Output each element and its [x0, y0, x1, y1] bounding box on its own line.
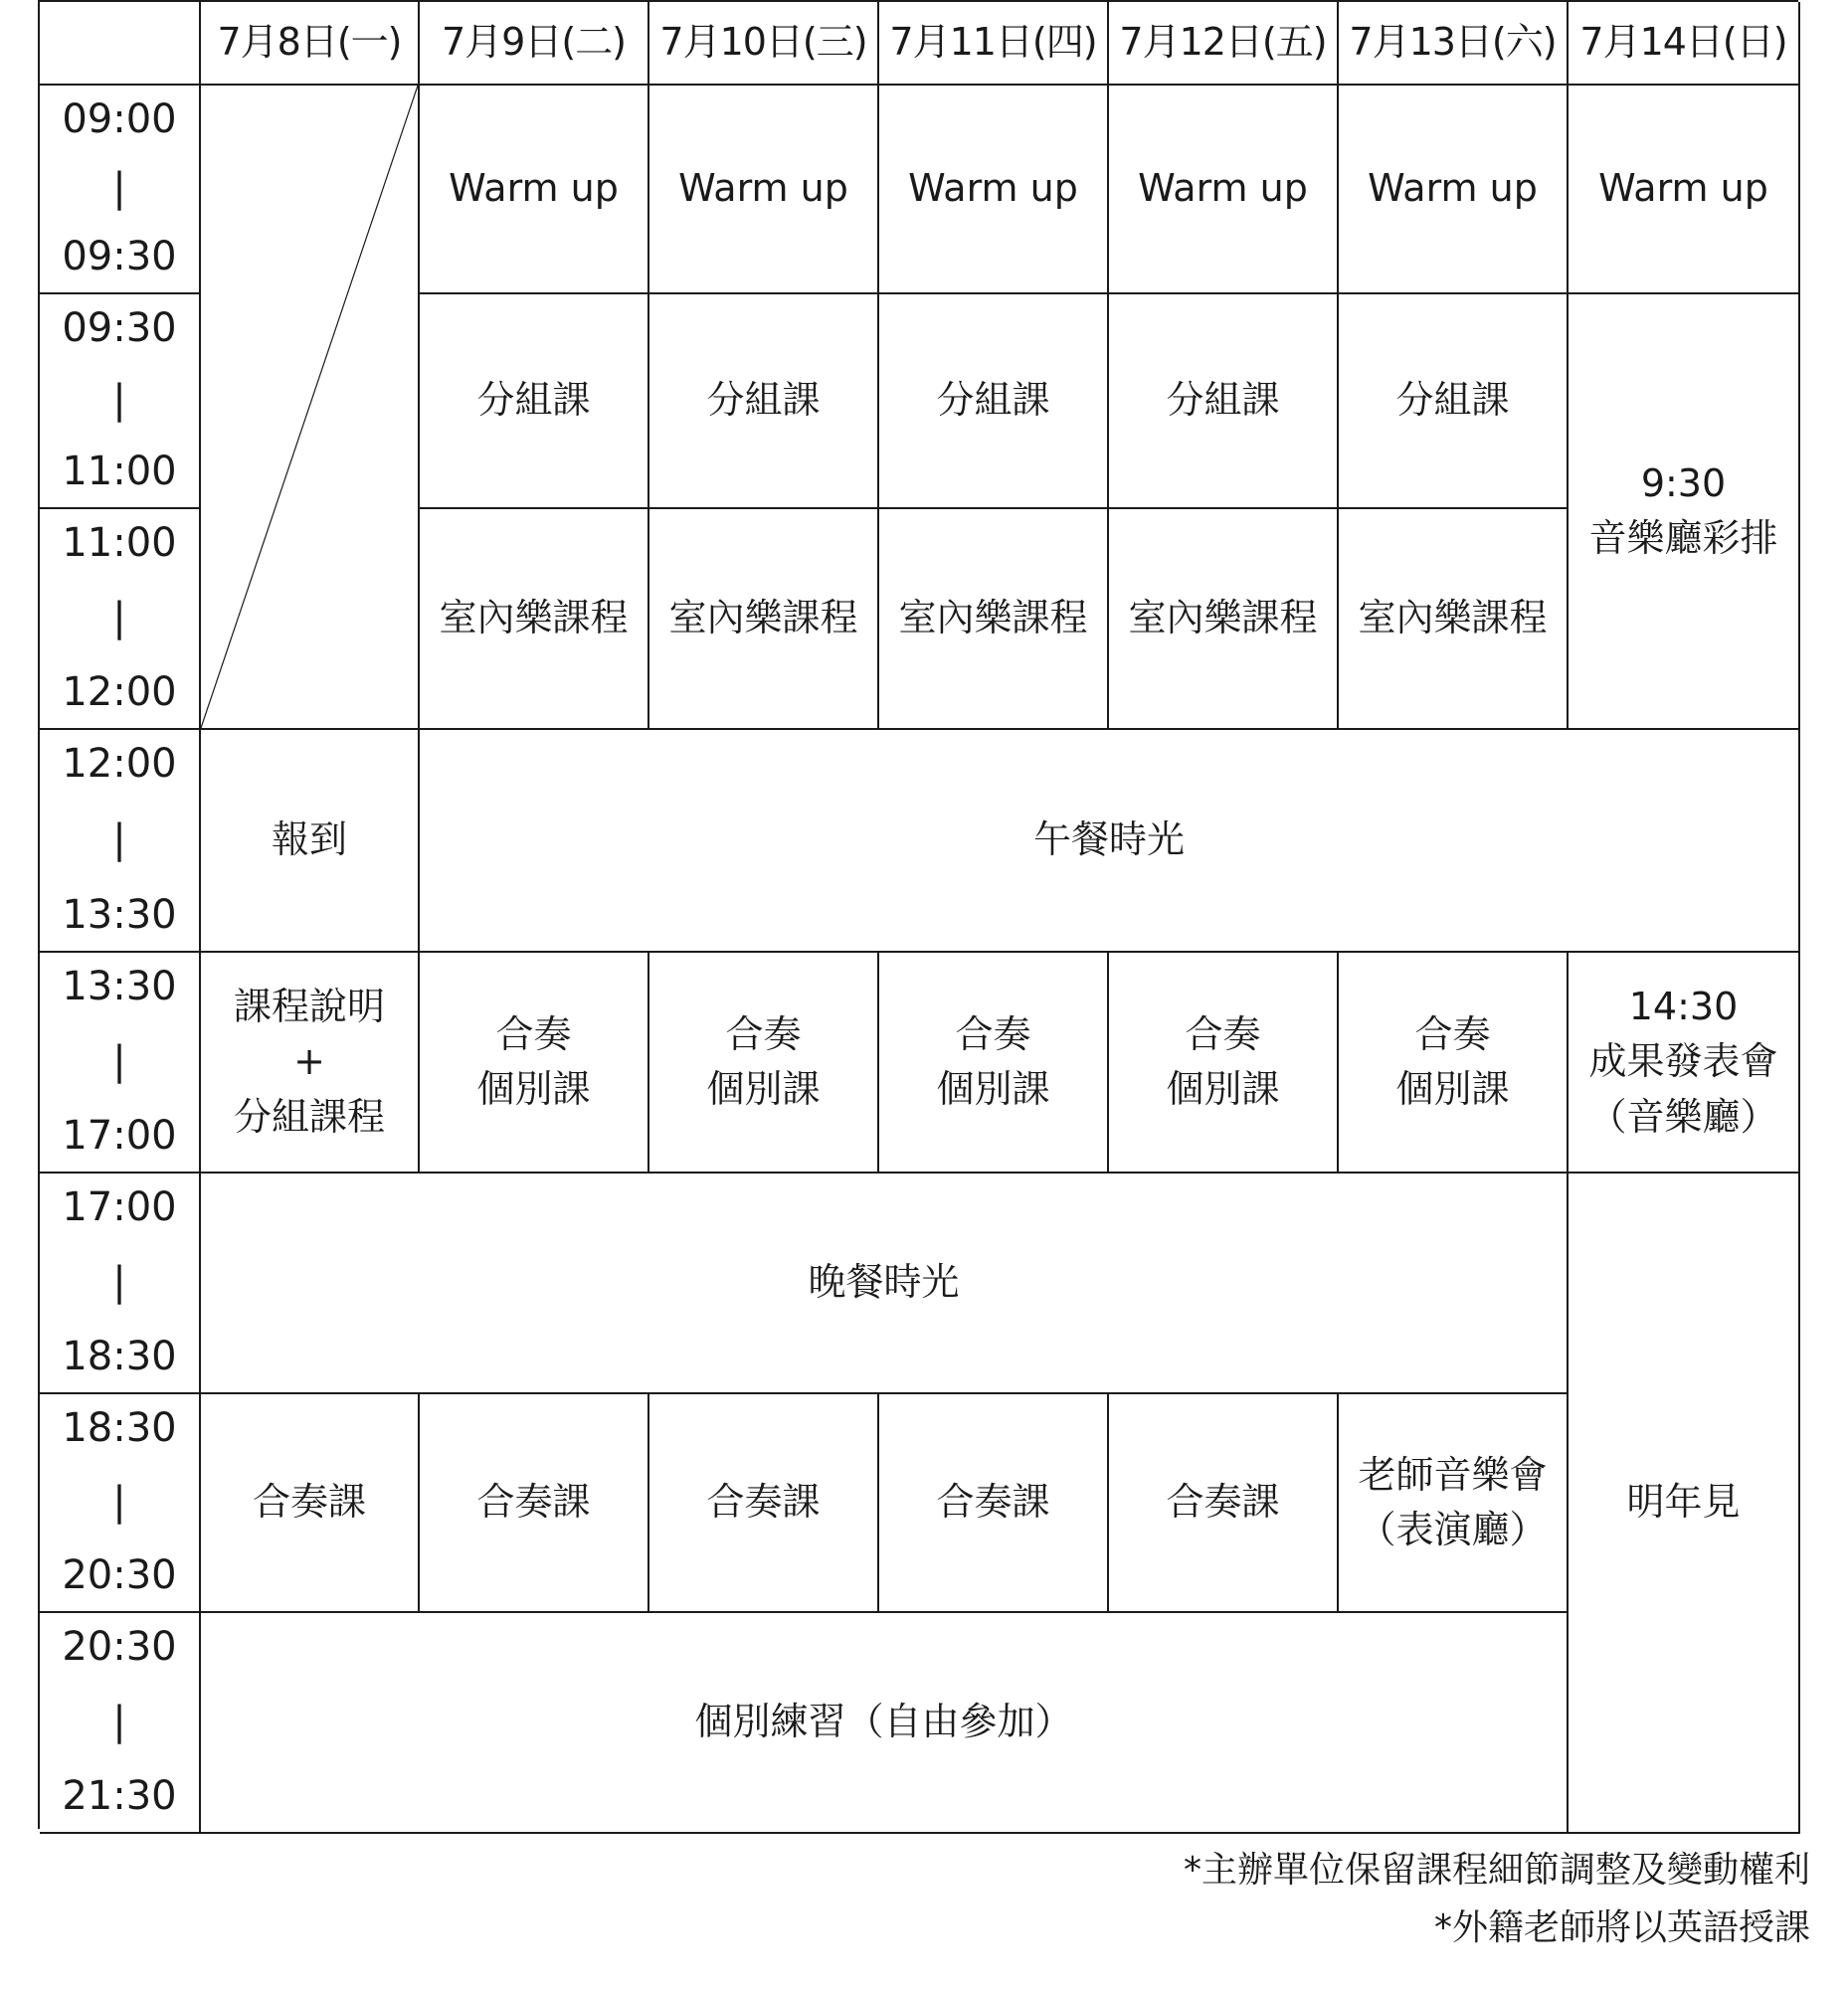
time-slot [40, 86, 201, 294]
individual-label: 個別課 [706, 1067, 821, 1111]
showcase-cell [1569, 953, 1800, 1174]
time-separator: | [112, 1259, 126, 1305]
chamber-music-cell: 室內樂課程 [1109, 509, 1339, 730]
see-you-next-year-cell: 明年見 [1569, 1174, 1800, 1834]
chamber-music-cell: 室內樂課程 [1339, 509, 1569, 730]
time-separator: | [112, 377, 126, 423]
individual-label: 個別課 [936, 1067, 1050, 1111]
group-class-cell: 分組課 [1109, 294, 1339, 509]
corner-cell [40, 2, 201, 86]
footnote: *主辦單位保留課程細節調整及變動權利 [1183, 1850, 1810, 1891]
group-class-cell: 分組課 [420, 294, 649, 509]
time-start: 18:30 [62, 1405, 177, 1451]
chamber-music-cell: 室內樂課程 [420, 509, 649, 730]
teacher-concert-venue: （表演廳） [1358, 1508, 1548, 1551]
time-start: 17:00 [62, 1184, 177, 1230]
group-class-cell: 分組課 [879, 294, 1109, 509]
ensemble-class-cell: 合奏課 [201, 1394, 420, 1613]
ensemble-individual-cell [879, 953, 1109, 1174]
time-end: 13:30 [62, 892, 177, 938]
warm-up-cell: Warm up [879, 86, 1109, 294]
ensemble-label: 合奏 [1185, 1011, 1261, 1056]
ensemble-individual-cell [1339, 953, 1569, 1174]
time-separator: | [112, 1479, 126, 1525]
rehearsal-cell [1569, 294, 1800, 730]
check-in-cell: 報到 [201, 730, 420, 953]
time-slot [40, 1394, 201, 1613]
time-end: 20:30 [62, 1552, 177, 1598]
time-slot [40, 1174, 201, 1394]
day-header: 7月9日(二) [420, 2, 649, 86]
time-slot [40, 730, 201, 953]
day-header: 7月14日(日) [1569, 2, 1800, 86]
course-intro-line: 課程說明 [233, 985, 385, 1029]
day-header: 7月8日(一) [201, 2, 420, 86]
ensemble-class-cell: 合奏課 [649, 1394, 879, 1613]
showcase-label: 成果發表會 [1588, 1039, 1778, 1084]
ensemble-label: 合奏 [495, 1011, 572, 1056]
time-separator: | [112, 1699, 126, 1744]
time-start: 13:30 [62, 964, 177, 1009]
ensemble-individual-cell [1109, 953, 1339, 1174]
warm-up-cell: Warm up [1109, 86, 1339, 294]
time-end: 17:00 [62, 1113, 177, 1159]
time-start: 09:30 [62, 305, 177, 351]
warm-up-cell: Warm up [420, 86, 649, 294]
ensemble-label: 合奏 [725, 1011, 802, 1056]
time-end: 11:00 [62, 449, 177, 494]
time-start: 09:00 [62, 96, 177, 142]
time-separator: | [112, 816, 126, 862]
time-end: 21:30 [62, 1773, 177, 1819]
showcase-time: 14:30 [1628, 985, 1739, 1029]
individual-label: 個別課 [1166, 1067, 1280, 1111]
group-class-cell: 分組課 [649, 294, 879, 509]
chamber-music-cell: 室內樂課程 [649, 509, 879, 730]
time-slot [40, 294, 201, 509]
rehearsal-label: 音樂廳彩排 [1588, 516, 1778, 560]
time-end: 18:30 [62, 1334, 177, 1379]
lunch-cell: 午餐時光 [420, 730, 1800, 953]
footnote: *外籍老師將以英語授課 [1433, 1906, 1810, 1948]
warm-up-cell: Warm up [1339, 86, 1569, 294]
time-start: 20:30 [62, 1624, 177, 1670]
rehearsal-time: 9:30 [1640, 460, 1727, 505]
ensemble-label: 合奏 [1414, 1011, 1491, 1056]
warm-up-cell: Warm up [1569, 86, 1800, 294]
time-slot [40, 1613, 201, 1834]
time-end: 09:30 [62, 234, 177, 279]
day-header: 7月10日(三) [649, 2, 879, 86]
practice-cell: 個別練習（自由參加） [201, 1613, 1569, 1834]
individual-label: 個別課 [1395, 1067, 1510, 1111]
course-intro-line: 分組課程 [233, 1094, 385, 1139]
ensemble-class-cell: 合奏課 [1109, 1394, 1339, 1613]
time-slot [40, 509, 201, 730]
individual-label: 個別課 [476, 1067, 591, 1111]
warm-up-cell: Warm up [649, 86, 879, 294]
time-separator: | [112, 165, 126, 211]
course-intro-plus: + [293, 1039, 325, 1084]
time-slot [40, 953, 201, 1174]
chamber-music-cell: 室內樂課程 [879, 509, 1109, 730]
showcase-venue: （音樂廳） [1588, 1094, 1778, 1139]
dinner-cell: 晚餐時光 [201, 1174, 1569, 1394]
day-header: 7月11日(四) [879, 2, 1109, 86]
ensemble-individual-cell [420, 953, 649, 1174]
group-class-cell: 分組課 [1339, 294, 1569, 509]
ensemble-individual-cell [649, 953, 879, 1174]
time-start: 12:00 [62, 741, 177, 787]
schedule-table [38, 0, 1798, 1829]
course-intro-cell [201, 953, 420, 1174]
teacher-concert-label: 老師音樂會 [1358, 1452, 1548, 1497]
ensemble-class-cell: 合奏課 [879, 1394, 1109, 1613]
time-separator: | [112, 595, 126, 640]
teacher-concert-cell [1339, 1394, 1569, 1613]
time-separator: | [112, 1038, 126, 1084]
empty-cell-diagonal [201, 86, 420, 730]
ensemble-class-cell: 合奏課 [420, 1394, 649, 1613]
day-header: 7月13日(六) [1339, 2, 1569, 86]
time-start: 11:00 [62, 520, 177, 566]
day-header: 7月12日(五) [1109, 2, 1339, 86]
ensemble-label: 合奏 [955, 1011, 1031, 1056]
diagonal-line [201, 86, 418, 728]
footnotes [1184, 1842, 1810, 1956]
time-end: 12:00 [62, 669, 177, 715]
